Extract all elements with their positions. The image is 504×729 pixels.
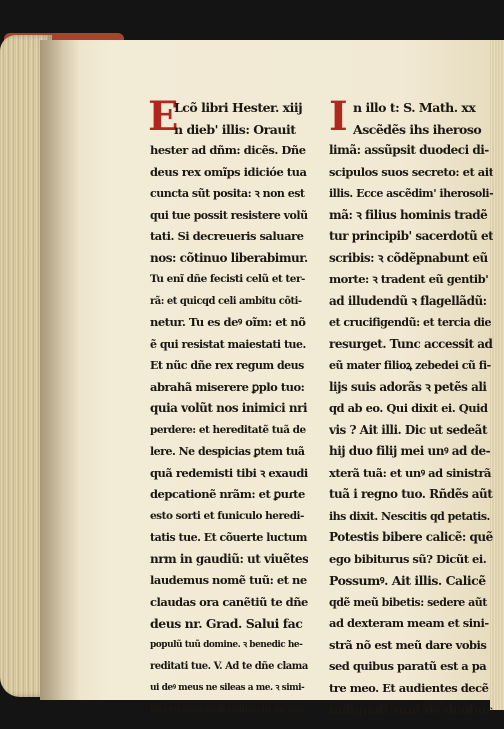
text-line: cuncta sũt posita: ꝛ non est (150, 187, 305, 200)
text-line: xterã tuã: et unꝰ ad sinistrã (329, 465, 491, 480)
text-line: ad dexteram meam et sini- (329, 616, 489, 630)
text-line: Ascẽdẽs ihs iheroso (353, 121, 482, 137)
text-line: tur principib' sacerdotũ et (329, 229, 493, 243)
text-line: perdere: et hereditatẽ tuã de (150, 423, 306, 436)
text-line: indignati sunt de duobus (329, 702, 493, 717)
left-text-column (148, 93, 308, 721)
text-line: nrm in gaudiũ: ut viuẽtes (150, 551, 308, 566)
text-line: illis. Ecce ascẽdim' iherosoli- (329, 187, 493, 200)
text-line: laudemus nomẽ tuũ: et ne (150, 573, 307, 587)
text-line: deus rex omĩps idicióe tua (150, 164, 307, 179)
text-line: scribis: ꝛ cõdẽpnabunt eũ (329, 250, 488, 265)
text-line: resurget. Tunc accessit ad (329, 336, 493, 351)
text-line: n dieb' illis: Orauit (174, 121, 296, 137)
text-line: hij duo filij mei unꝰ ad de- (329, 444, 491, 458)
text-line: vis ? Ait illi. Dic ut sedeãt (329, 422, 487, 437)
text-line: scipulos suos secreto: et ait (329, 164, 493, 179)
text-line: ẽ qui resistat maiestati tue. (150, 337, 306, 351)
text-line: depcationẽ nrãm: et ꝑuɾte (150, 487, 305, 501)
text-line: esto sorti et funiculo heredi- (150, 509, 304, 522)
text-line: lijs suis adorãs ꝛ petẽs ali (329, 379, 487, 394)
text-line: abrahã miserere ꝑplo tuo: (150, 379, 305, 394)
text-line: morte: ꝛ tradent eũ gentib' (329, 272, 489, 286)
text-line: ego bibiturus sũ? Dicũt ei. (329, 551, 487, 566)
text-line: claudas ora canẽtiũ te dñe (150, 594, 308, 609)
text-line: mã: ꝛ filius hominis tradẽ (329, 207, 488, 222)
text-line: hester ad dñm: dicẽs. Dñe (150, 143, 306, 157)
text-line: sed quibus paratũ est a pa (329, 659, 487, 673)
drop-cap-left: E (148, 93, 179, 140)
text-line: limã: assũpsit duodeci di- (329, 143, 489, 157)
text-line: rã: et quicqd celi ambitu cõti- (150, 295, 302, 307)
text-line: Potestis bibere calicẽ: quẽ (329, 530, 493, 544)
text-line: lis ero descendentibus in lacum. (150, 704, 307, 715)
text-line: lere. Ne despicias ꝑtem tuã (150, 445, 305, 458)
text-line: reditati tue. V. Ad te dñe clama (150, 661, 308, 672)
text-line: deus nr. Grad. Salui fac (150, 616, 303, 631)
text-line: tatis tue. Et cõuerte luctum (150, 531, 307, 544)
right-text-column (329, 93, 493, 721)
drop-cap-right: I (329, 93, 348, 140)
text-line: strã nõ est meũ dare vobis (329, 637, 487, 652)
text-line: qd ab eo. Qui dixit ei. Quid (329, 401, 488, 415)
gutter-shadow (40, 40, 80, 700)
text-line: Lcõ libri Hester. xiij (174, 100, 303, 115)
text-line: qdẽ meũ bibetis: sedere aũt (329, 595, 487, 609)
text-line: tuã i regno tuo. Rñdẽs aũt (329, 487, 493, 501)
text-line: eũ mater filioꝝ zebedei cũ fi- (329, 359, 491, 372)
text-line: tati. Si decreueris saluare (150, 229, 304, 243)
text-line: quia volũt nos inimici nri (150, 401, 308, 415)
text-line: ihs dixit. Nescitis qd petatis. (329, 509, 490, 523)
text-line: netur. Tu es deꝰ oĩm: et nõ (150, 315, 306, 329)
text-line: nos: cõtinuo liberabimur. (150, 250, 308, 265)
text-line: ad illudendũ ꝛ flagellãdũ: (329, 293, 487, 308)
text-line: Possumꝰ. Ait illis. Calicẽ (329, 573, 486, 588)
text-line: quã redemisti tibi ꝛ exaudi (150, 465, 308, 480)
text-line: Et nũc dñe rex regum deus (150, 359, 304, 372)
text-line: ui deꝰ meus ne sileas a me. ꝛ simi- (150, 682, 305, 693)
text-line: Tu enĩ dñe fecisti celũ et ter- (150, 273, 305, 285)
text-line: n illo t: S. Math. xx (353, 100, 476, 115)
text-line: populũ tuũ domine. ꝛ benedic he- (150, 639, 303, 650)
text-line: qui tue possit resistere volũ (150, 208, 308, 222)
text-line: tre meo. Et audientes decẽ (329, 680, 489, 695)
text-line: et crucifigendũ: et tercia die (329, 316, 491, 329)
